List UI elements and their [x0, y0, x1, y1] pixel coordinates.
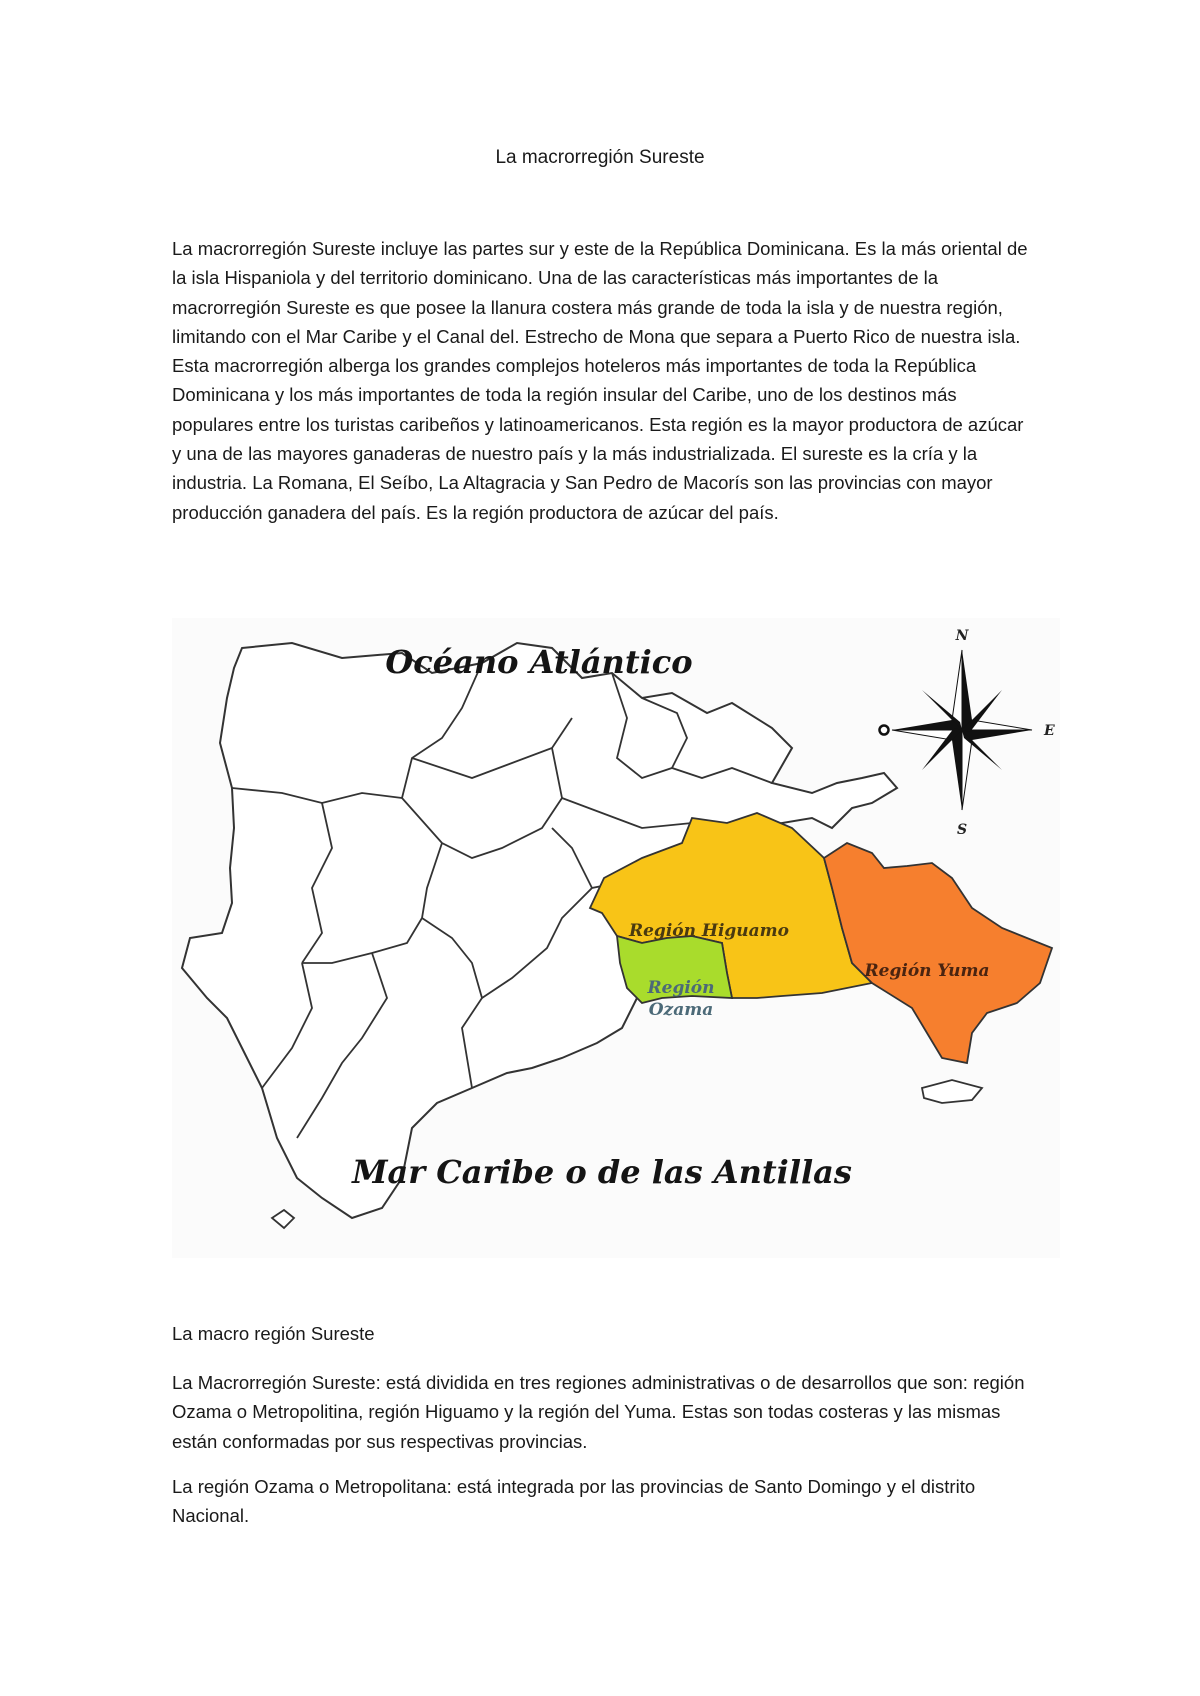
- compass-north-label: N: [955, 628, 969, 644]
- compass-rose-icon: [860, 628, 1055, 838]
- page-title: La macrorregión Sureste: [495, 147, 705, 168]
- region-yuma-area: [824, 843, 1052, 1063]
- region-ozama-label-line1: Región: [647, 978, 715, 998]
- saona-island: [922, 1080, 982, 1103]
- region-higuamo-label: Región Higuamo: [628, 921, 790, 941]
- ocean-label: Océano Atlántico: [385, 643, 693, 681]
- ozama-paragraph: La región Ozama o Metropolitana: está integrada por las provincias de Santo Domingo y el distrito Nacional.: [172, 1476, 976, 1527]
- regions-paragraph: La Macrorregión Sureste: está dividida en tres regiones administrativas o de desarrollos que son: región Ozama o Metropolitina, región Higuamo y la región del Yuma. Estas son todas costeras y las mismas están conformadas por sus respectivas provincias.: [172, 1372, 1025, 1452]
- compass-south-label: S: [956, 822, 968, 838]
- region-yuma-label: Región Yuma: [864, 961, 990, 981]
- compass-west-label: O: [859, 723, 873, 739]
- region-ozama-label-line2: Ozama: [648, 1000, 714, 1020]
- sea-label: Mar Caribe o de las Antillas: [352, 1153, 852, 1191]
- region-map: [172, 618, 1060, 1258]
- intro-paragraph: La macrorregión Sureste incluye las partes sur y este de la República Dominicana. Es la más oriental de la isla Hispaniola y del territorio dominicano. Una de las características más importantes de la macrorregión Sureste es que posee la llanura costera más grande de toda la isla y de nuestra región, limitando con el Mar Caribe y el Canal del. Estrecho de Mona que separa a Puerto Rico de nuestra isla. Esta macrorregión alberga los grandes complejos hoteleros más importantes de toda la República Dominicana y los más importantes de toda la región insular del Caribe, uno de los destinos más populares entre los turistas caribeños y latinoamericanos. Esta región es la mayor productora de azúcar y una de las mayores ganaderas de nuestro país y la más industrializada. El sureste es la cría y la industria. La Romana, El Seíbo, La Altagracia y San Pedro de Macorís son las provincias con mayor producción ganadera del país. Es la región productora de azúcar del país.: [172, 238, 1028, 523]
- section-subheading: La macro región Sureste: [172, 1323, 375, 1344]
- beata-island: [272, 1210, 294, 1228]
- compass-east-label: E: [1044, 723, 1055, 739]
- region-map-figure: [172, 618, 1060, 1258]
